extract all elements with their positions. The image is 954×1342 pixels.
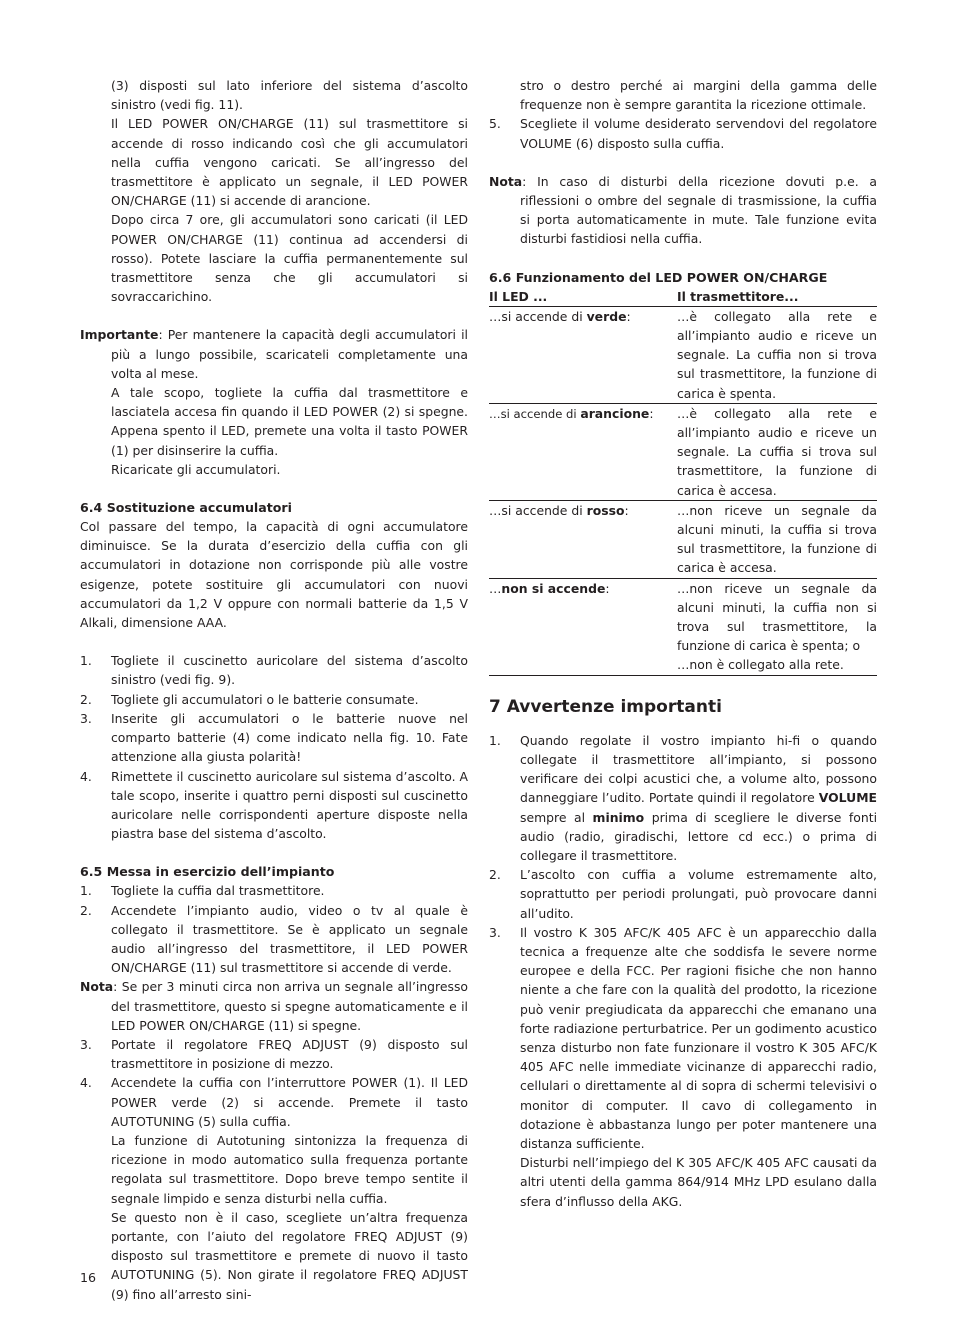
list-number: 1. <box>80 653 92 669</box>
list-number: 4. <box>80 768 92 784</box>
cell-key: verde <box>586 308 627 324</box>
note-label: Nota <box>489 173 523 189</box>
list-text <box>520 731 877 865</box>
note <box>80 977 468 1035</box>
list-item <box>80 767 468 844</box>
list-item <box>80 709 468 767</box>
cell-prefix: …si accende di <box>489 308 587 324</box>
table-cell-desc <box>677 578 877 675</box>
paragraph: A tale scopo, togliete la cuffia dal trasmettitore e lasciatela accesa fin quando il LED POWER (2) si spegne. Appena spento il LED, premete una volta il tasto POWER (1) per disinserire la cuffia. <box>111 385 468 458</box>
paragraph: La funzione di Autotuning sintonizza la frequenza di ricezione in modo automatico sulla frequenza portante regolata sul trasmettitore. Dopo breve tempo sentite il segnale limpido e senza disturbi nella cuffia. <box>111 1132 468 1206</box>
text-bold: VOLUME <box>818 790 877 806</box>
list-number: 2. <box>80 902 92 918</box>
section-heading-7: 7 Avvertenze importanti <box>489 696 722 717</box>
table-cell-desc: …è collegato alla rete e all’impianto audio e riceve un segnale. La cuffia non si trova sul trasmettitore, la funzione di carica è spenta. <box>677 306 877 403</box>
list-text: L’ascolto con cuffia a volume estremamente alto, soprattutto per periodi prolungati, può provocare danni all’udito. <box>520 867 877 921</box>
note-text: : In caso di disturbi della ricezione dovuti p.e. a riflessioni o ombre del segnale di trasmissione, la cuffia si porta automaticamente in mute. Tale funzione evita disturbi fastidiosi nella cuffia. <box>520 173 877 247</box>
cell-suffix: : <box>624 502 629 518</box>
page-number: 16 <box>80 1270 97 1285</box>
list-number: 2. <box>489 867 501 883</box>
note-label: Nota <box>80 979 114 995</box>
table-cell-led <box>489 578 677 675</box>
list-item <box>80 901 468 978</box>
list-number: 5. <box>489 116 501 132</box>
section-heading-6-6: 6.6 Funzionamento del LED POWER ON/CHARGE <box>489 269 828 285</box>
list-text: Accendete l’impianto audio, video o tv al quale è collegato il trasmettitore. Se è applicato un segnale audio all’ingresso del trasmettitore, il LED POWER ON/CHARGE (11) sul trasmettitore si accende di verde. <box>111 902 468 976</box>
section-heading-6-4: 6.4 Sostituzione accumulatori <box>80 500 292 516</box>
important-label: Importante <box>80 327 159 343</box>
cell-key: arancione <box>580 405 650 421</box>
table-cell-desc: …è collegato alla rete e all’impianto audio e riceve un segnale. La cuffia si trova sul trasmettitore, la funzione di carica è accesa. <box>677 403 877 500</box>
list-text: Togliete gli accumulatori o le batterie consumate. <box>111 691 419 707</box>
text-part: Quando regolate il vostro impianto hi-fi o quando collegate il trasmettitore all’impianto, si possono verificare dei colpi acustici che, a volume alto, possono danneggiare l’udito. Portate quindi il regolatore <box>520 732 877 806</box>
list-number: 4. <box>80 1075 92 1091</box>
cell-suffix: : <box>626 308 631 324</box>
paragraph: Ricaricate gli accumulatori. <box>111 461 281 477</box>
table-row <box>489 500 877 578</box>
list-number: 3. <box>80 710 92 726</box>
cell-key: non si accende <box>501 580 606 596</box>
cell-suffix: : <box>605 580 610 596</box>
list-number: 3. <box>80 1036 92 1052</box>
led-status-table <box>489 287 877 676</box>
list-number: 1. <box>80 883 92 899</box>
table-cell-led <box>489 500 677 578</box>
left-column <box>80 76 468 1304</box>
list-item <box>489 865 877 923</box>
list-number: 1. <box>489 732 501 748</box>
table-cell-led <box>489 306 677 403</box>
cell-desc-line: …non è collegato alla rete. <box>677 657 844 673</box>
table-cell-desc: …non riceve un segnale da alcuni minuti, la cuffia si trova sul trasmettitore, la funzione di carica è accesa. <box>677 500 877 578</box>
cell-prefix: …si accende di <box>489 406 581 421</box>
paragraph: (3) disposti sul lato inferiore del sistema d’ascolto sinistro (vedi fig. 11). <box>111 78 468 113</box>
table-row <box>489 403 877 500</box>
note-text: : Se per 3 minuti circa non arriva un segnale all’ingresso del trasmettitore, questo si spegne automaticamente e il LED POWER ON/CHARGE (11) si spegne. <box>111 979 468 1033</box>
paragraph: Il LED POWER ON/CHARGE (11) sul trasmettitore si accende di rosso indicando così che gli accumulatori nella cuffia vengono caricati. Se all’ingresso del trasmettitore è applicato un segnale, il LED POWER ON/CHARGE (11) si accende di arancione. <box>111 116 468 209</box>
paragraph: Col passare del tempo, la capacità di ogni accumulatore diminuisce. Se la durata d’esercizio della cuffia con gli accumulatori in dotazione non corrisponde più alle vostre esigenze, potete sostituire gli accumulatori con nuovi accumulatori da 1,2 V oppure con normali batterie da 1,5 V Alkali, dimensione AAA. <box>80 519 468 631</box>
list-item <box>80 1035 468 1073</box>
cell-desc-line: …non riceve un segnale da alcuni minuti, la cuffia non si trova sul trasmettitore, la funzione di carica è spenta; o <box>677 580 877 654</box>
list-item <box>80 1073 468 1131</box>
important-note <box>80 325 468 383</box>
table-row <box>489 306 877 403</box>
paragraph: stro o destro perché ai margini della gamma delle frequenze non è sempre garantita la ricezione ottimale. <box>520 78 877 113</box>
important-body: : Per mantenere la capacità degli accumulatori il più a lungo possibile, scaricateli completamente una volta al mese. <box>111 327 468 381</box>
cell-prefix: …si accende di <box>489 502 587 518</box>
important-text <box>80 325 468 383</box>
list-text: Scegliete il volume desiderato servendovi del regolatore VOLUME (6) disposto sulla cuffia. <box>520 116 877 151</box>
text-part: prima di scegliere le diverse fonti audio (radio, giradischi, lettore cd ecc.) o prima di collegare il trasmettitore. <box>520 809 878 863</box>
list-text: Accendete la cuffia con l’interruttore POWER (1). Il LED POWER verde (2) si accende. Premete il tasto AUTOTUNING (5) sulla cuffia. <box>111 1075 468 1129</box>
paragraph: Se questo non è il caso, scegliete un’altra frequenza portante, con l’aiuto del regolatore FREQ ADJUST (9) disposto sul trasmettitore e premete di nuovo il tasto AUTOTUNING (5). Non girate il regolatore FREQ ADJUST (9) fino all’arresto sini- <box>111 1209 468 1302</box>
list-item <box>489 731 877 865</box>
list-text: Il vostro K 305 AFC/K 405 AFC è un apparecchio dalla tecnica a frequenze alte che soddisfa le severe norme europee e della FCC. Per ragioni fisiche che non hanno niente a che fare con la qualità del prodotto, la ricezione può venir pregiudicata da apparecchi che emanano una forte radiazione perturbatrice. Per un godimento acustico senza disturbo non fate funzionare il vostro K 305 AFC/K 405 AFC nelle immediate vicinanze di apparecchi radio, cellulari o direttamente al di sopra di schermi televisivi o monitor di computer. Il cavo di collegamento in dotazione è abbastanza lungo per poter mantenere una distanza sufficiente. <box>520 924 877 1151</box>
right-column <box>489 76 877 1211</box>
table-cell-led <box>489 403 677 500</box>
table-header-row <box>489 287 877 307</box>
list-text: Togliete la cuffia dal trasmettitore. <box>111 883 325 899</box>
cell-key: rosso <box>586 502 625 518</box>
list-item <box>80 690 468 709</box>
paragraph: Dopo circa 7 ore, gli accumulatori sono caricati (il LED POWER ON/CHARGE (11) continua ad accendersi di rosso). Potete lasciare la cuffia permanentemente sul trasmettitore senza che gli accumulatori si sovraccarichino. <box>111 212 468 305</box>
text-bold: minimo <box>592 809 645 825</box>
section-heading-6-5: 6.5 Messa in esercizio dell’impianto <box>80 864 335 880</box>
paragraph: Disturbi nell’impiego del K 305 AFC/K 405 AFC causati da altri utenti della gamma 864/914 MHz LPD esulano dalla sfera d’influsso della AKG. <box>520 1155 877 1209</box>
table-row <box>489 578 877 675</box>
list-item <box>80 651 468 689</box>
table-header-led: Il LED ... <box>489 287 677 307</box>
list-text: Rimettete il cuscinetto auricolare sul sistema d’ascolto. A tale scopo, inserite i quattro perni disposti sul cuscinetto auricolare nelle corrispondenti aperture disposte nella piastra base del sistema d’ascolto. <box>111 768 468 842</box>
list-text: Portate il regolatore FREQ ADJUST (9) disposto sul trasmettitore in posizione di mezzo. <box>111 1036 468 1072</box>
note <box>489 172 877 249</box>
list-number: 3. <box>489 924 501 940</box>
cell-prefix: … <box>489 580 502 596</box>
list-number: 2. <box>80 691 92 707</box>
list-item <box>80 881 468 900</box>
table-header-transmitter: Il trasmettitore... <box>677 287 877 307</box>
text-part: sempre al <box>520 809 593 825</box>
list-text: Inserite gli accumulatori o le batterie nuove nel comparto batterie (4) come indicato nella fig. 10. Fate attenzione alla giusta polarità! <box>111 710 468 765</box>
cell-suffix: : <box>649 405 654 421</box>
list-text: Togliete il cuscinetto auricolare del sistema d’ascolto sinistro (vedi fig. 9). <box>111 653 468 688</box>
list-item <box>489 923 877 1153</box>
list-item <box>489 114 877 152</box>
